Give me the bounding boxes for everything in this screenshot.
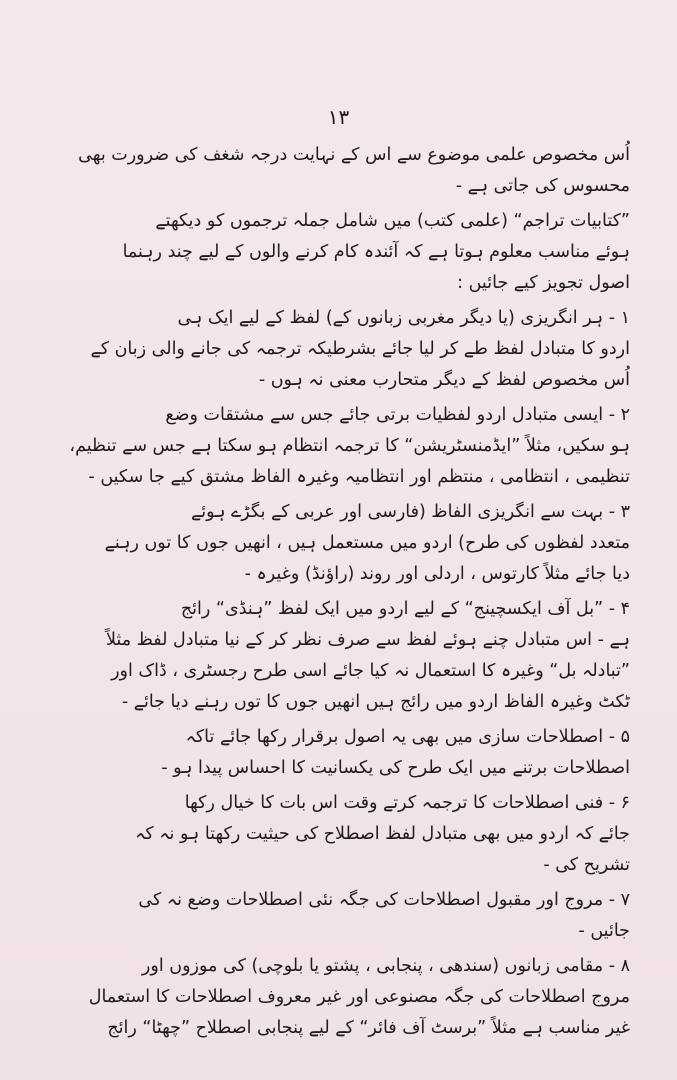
text-line: تنظیمی ، انتظامی ، منتظم اور انتظامیہ وغیرہ الفاظ مشتق کیے جا سکیں - bbox=[88, 467, 630, 487]
paragraph bbox=[55, 885, 630, 947]
text-line: دیا جائے مثلاً کارتوس ، اردلی اور روند (راؤنڈ) وغیرہ - bbox=[244, 564, 630, 584]
text-line: ہوئے مناسب معلوم ہوتا ہے کہ آئندہ کام کرنے والوں کے لیے چند رہنما bbox=[122, 242, 630, 262]
body-text bbox=[55, 140, 630, 1044]
paragraph bbox=[55, 303, 630, 396]
text-line: مروج اصطلاحات کی جگہ مصنوعی اور غیر معروف اصطلاحات کا استعمال bbox=[88, 987, 630, 1007]
text-line: غیر مناسب ہے مثلاً ”برسٹ آف فائر“ کے لیے پنجابی اصطلاح ”چھٹا“ رائج bbox=[107, 1018, 630, 1038]
text-line: ”تبادلہ بل“ وغیرہ کا استعمال نہ کیا جائے اسی طرح رجسٹری ، ڈاک اور bbox=[111, 661, 630, 681]
text-line: ٹکٹ وغیرہ الفاظ اردو میں رائج ہیں انھیں جوں کا توں رہنے دیا جائے - bbox=[121, 692, 630, 712]
text-line: ۲ - ایسی متبادل اردو لفظیات برتی جائے جس سے مشتقات وضع bbox=[165, 405, 630, 425]
text-line: اصطلاحات برتنے میں ایک طرح کی یکسانیت کا احساس پیدا ہو - bbox=[161, 758, 630, 778]
text-line: ۸ - مقامی زبانوں (سندھی ، پنجابی ، پشتو یا بلوچی) کی موزوں اور bbox=[141, 956, 630, 976]
text-line: ہو سکیں، مثلاً ”ایڈمنسٹریشن“ کا ترجمہ انتظام ہو سکتا ہے جس سے تنظیم، bbox=[69, 436, 630, 456]
text-line: ”کتابیات تراجم“ (علمی کتب) میں شامل جملہ ترجموں کو دیکھتے bbox=[155, 211, 630, 231]
paragraph bbox=[55, 497, 630, 590]
text-line: اُس مخصوص علمی موضوع سے اس کے نہایت درجہ شغف کی ضرورت بھی bbox=[78, 145, 630, 165]
paragraph bbox=[55, 722, 630, 784]
paragraph bbox=[55, 951, 630, 1044]
text-line: ۱ - ہر انگریزی (یا دیگر مغربی زبانوں کے) لفظ کے لیے ایک ہی bbox=[177, 308, 630, 328]
text-line: ۷ - مروج اور مقبول اصطلاحات کی جگہ نئی اصطلاحات وضع نہ کی bbox=[138, 890, 630, 910]
text-line: اصول تجویز کیے جائیں : bbox=[457, 273, 630, 293]
paragraph bbox=[55, 788, 630, 881]
text-line: جائے کہ اردو میں بھی متبادل لفظ اصطلاح کی حیثیت رکھتا ہو نہ کہ bbox=[135, 824, 630, 844]
paragraph bbox=[55, 140, 630, 202]
text-line: متعدد لفظوں کی طرح) اردو میں مستعمل ہیں ، انھیں جوں کا توں رہنے bbox=[104, 533, 630, 553]
text-line: ہے - اس متبادل چنے ہوئے لفظ سے صرف نظر کر کے نیا متبادل لفظ مثلاً bbox=[105, 630, 630, 650]
text-line: تشریح کی - bbox=[543, 855, 630, 875]
page-number: ۱۳ bbox=[327, 105, 350, 129]
text-line: اردو کا متبادل لفظ طے کر لیا جائے بشرطیکہ ترجمہ کی جانے والی زبان کے bbox=[90, 339, 630, 359]
text-line: ۴ - ”بل آف ایکسچینج“ کے لیے اردو میں ایک لفظ ”ہنڈی“ رائج bbox=[180, 599, 630, 619]
text-line: جائیں - bbox=[578, 921, 630, 941]
paragraph bbox=[55, 594, 630, 718]
text-line: اُس مخصوص لفظ کے دیگر متحارب معنی نہ ہوں - bbox=[258, 370, 630, 390]
paragraph bbox=[55, 206, 630, 299]
text-line: ۶ - فنی اصطلاحات کا ترجمہ کرتے وقت اس بات کا خیال رکھا bbox=[184, 793, 630, 813]
text-line: ۳ - بہت سے انگریزی الفاظ (فارسی اور عربی کے بگڑے ہوئے bbox=[191, 502, 630, 522]
text-line: ۵ - اصطلاحات سازی میں بھی یہ اصول برقرار رکھا جائے تاکہ bbox=[185, 727, 630, 747]
paragraph bbox=[55, 400, 630, 493]
text-line: محسوس کی جاتی ہے - bbox=[455, 176, 630, 196]
